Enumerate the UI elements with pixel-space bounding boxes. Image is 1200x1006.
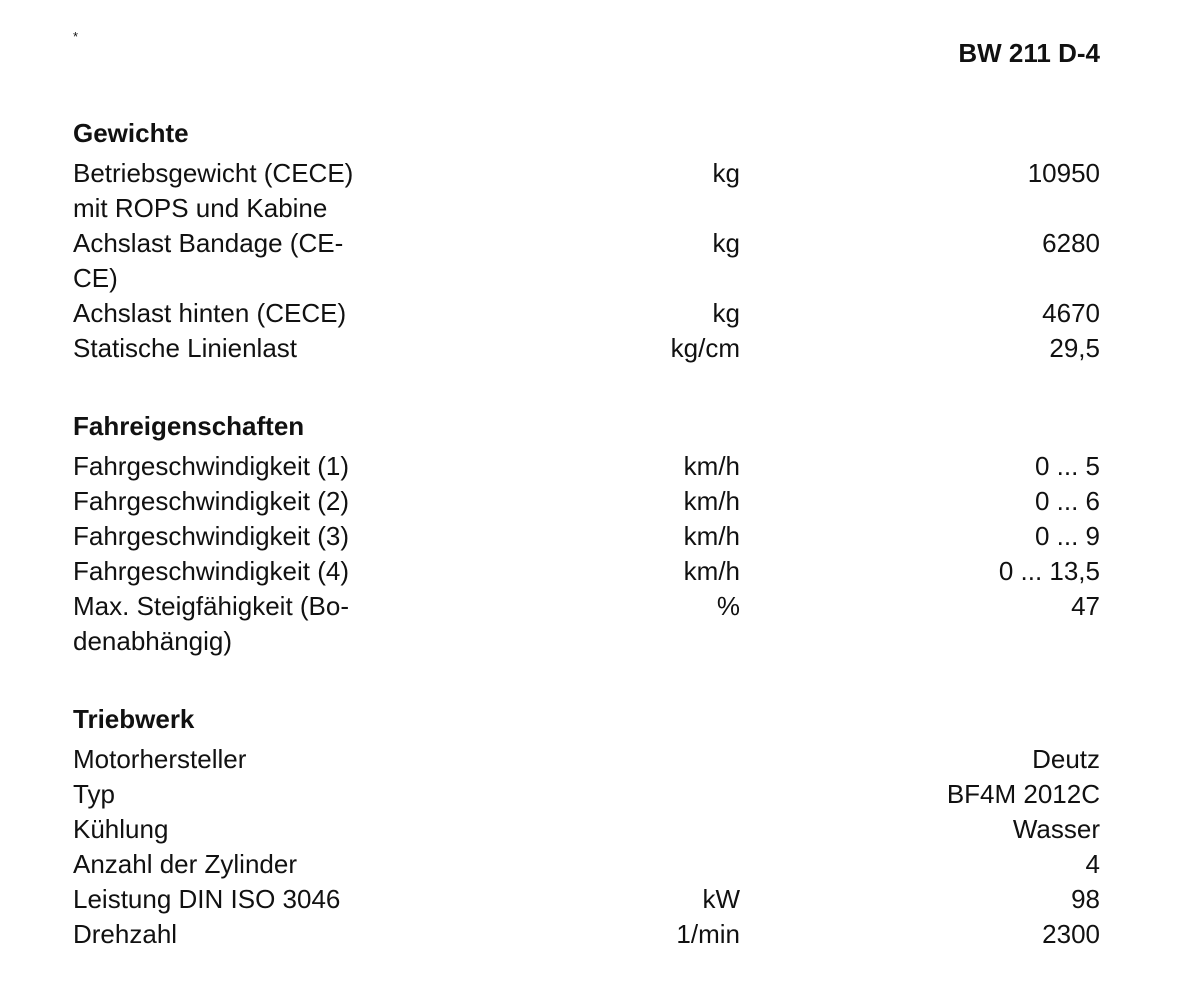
spec-row: [73, 156, 1100, 226]
spec-value: 6280: [1042, 228, 1100, 258]
spec-unit: 1/min: [676, 919, 740, 949]
spec-label: Max. Steigfähigkeit (Bo- denabhängig): [73, 591, 350, 656]
spec-unit: kg: [712, 228, 740, 258]
spec-row: [73, 777, 1100, 812]
spec-label: Betriebsgewicht (CECE) mit ROPS und Kabine: [73, 158, 354, 223]
spec-row: [73, 917, 1100, 952]
spec-value: 0 ... 6: [1034, 486, 1100, 516]
spec-value: 98: [1071, 884, 1100, 914]
spec-row: [73, 554, 1100, 589]
spec-value: 29,5: [1049, 333, 1100, 363]
spec-label: Motorhersteller: [73, 744, 247, 774]
spec-unit: km/h: [683, 521, 740, 551]
spec-label: Fahrgeschwindigkeit (1): [73, 451, 350, 481]
spec-value: Deutz: [1032, 744, 1100, 774]
spec-unit: km/h: [683, 556, 740, 586]
spec-value: 0 ... 9: [1034, 521, 1100, 551]
spec-unit: km/h: [683, 451, 740, 481]
spec-row: [73, 519, 1100, 554]
section-fahreigenschaften: [73, 409, 1100, 659]
spec-label: Fahrgeschwindigkeit (2): [73, 486, 350, 516]
spec-row: [73, 449, 1100, 484]
spec-unit: %: [716, 591, 740, 621]
spec-row: [73, 847, 1100, 882]
spec-label: Anzahl der Zylinder: [73, 849, 297, 879]
spec-label: Drehzahl: [73, 919, 178, 949]
spec-label: Statische Linienlast: [73, 333, 298, 363]
footnote-mark: *: [73, 29, 79, 44]
section-title: Triebwerk: [73, 704, 195, 734]
spec-row: [73, 226, 1100, 296]
spec-row: [73, 812, 1100, 847]
spec-label: Fahrgeschwindigkeit (3): [73, 521, 350, 551]
spec-label: Leistung DIN ISO 3046: [73, 884, 341, 914]
section-gewichte: [73, 116, 1100, 366]
spec-unit: kg/cm: [670, 333, 740, 363]
spec-label: Fahrgeschwindigkeit (4): [73, 556, 350, 586]
spec-row: [73, 484, 1100, 519]
spec-value: 2300: [1042, 919, 1100, 949]
spec-label: Typ: [73, 779, 115, 809]
spec-row: [73, 331, 1100, 366]
spec-row: [73, 296, 1100, 331]
spec-value: Wasser: [1012, 814, 1100, 844]
spec-value: 10950: [1027, 158, 1100, 188]
model-title: BW 211 D-4: [958, 38, 1100, 68]
spec-row: [73, 589, 1100, 659]
spec-value: 47: [1071, 591, 1100, 621]
spec-unit: kW: [702, 884, 740, 914]
spec-value: 0 ... 13,5: [998, 556, 1100, 586]
spec-unit: kg: [712, 158, 740, 188]
spec-unit: kg: [712, 298, 740, 328]
section-title: Gewichte: [73, 118, 189, 148]
spec-value: 4: [1085, 849, 1100, 879]
spec-value: 4670: [1042, 298, 1100, 328]
section-title: Fahreigenschaften: [73, 411, 305, 441]
spec-value: 0 ... 5: [1034, 451, 1100, 481]
spec-row: [73, 882, 1100, 917]
section-triebwerk: [73, 702, 1100, 952]
spec-row: [73, 742, 1100, 777]
spec-unit: km/h: [683, 486, 740, 516]
spec-value: BF4M 2012C: [946, 779, 1100, 809]
spec-label: Achslast hinten (CECE): [73, 298, 347, 328]
spec-label: Achslast Bandage (CE- CE): [73, 228, 344, 293]
spec-label: Kühlung: [73, 814, 169, 844]
